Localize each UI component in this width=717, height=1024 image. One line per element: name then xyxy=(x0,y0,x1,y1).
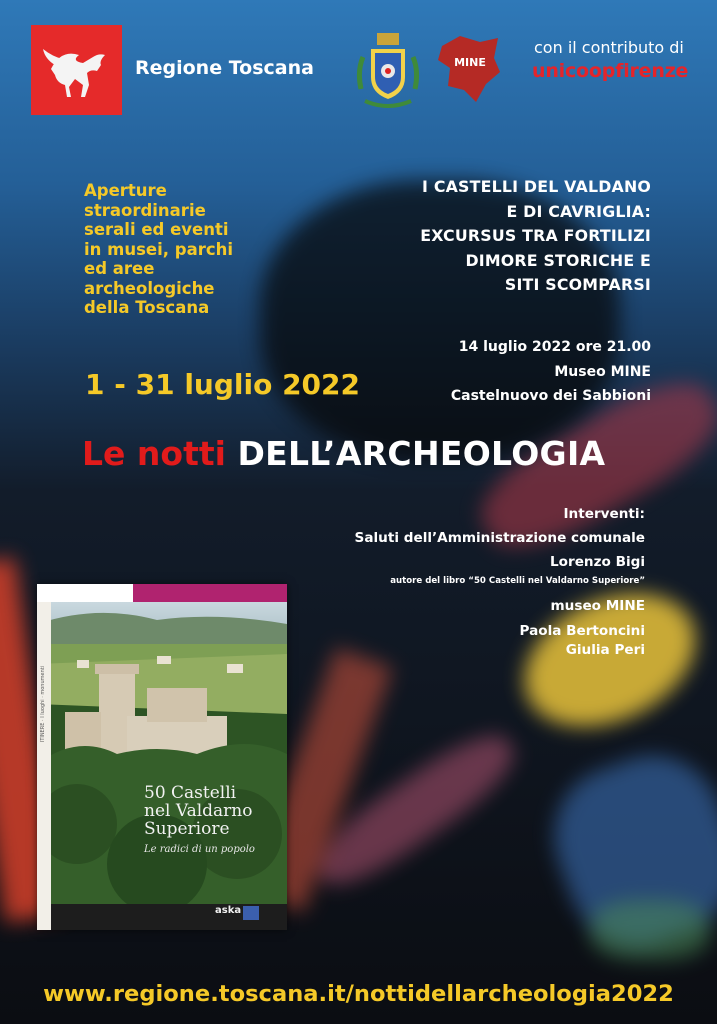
intro-line: straordinarie xyxy=(84,200,206,220)
event-title xyxy=(361,175,651,298)
speakers-list xyxy=(225,502,645,660)
speakers-heading: Interventi: xyxy=(563,506,645,522)
festival-title-white: DELL’ARCHEOLOGIA xyxy=(237,434,606,473)
pegasus-logo-icon xyxy=(41,39,113,101)
municipal-crest-icon xyxy=(355,27,421,109)
region-name: Regione Toscana xyxy=(135,57,314,79)
event-title-line: I CASTELLI DEL VALDANO xyxy=(422,177,651,196)
book-title-line: 50 Castelli xyxy=(144,783,237,803)
event-place: Castelnuovo dei Sabbioni xyxy=(450,388,651,404)
speaker-name: Paola Bertoncini xyxy=(519,623,645,639)
event-venue: Museo MINE xyxy=(554,363,651,380)
intro-line: archeologiche xyxy=(84,278,215,298)
event-title-line: DIMORE STORICHE E xyxy=(465,250,651,270)
event-title-line: SITI SCOMPARSI xyxy=(504,275,651,294)
book-title-line: Superiore xyxy=(144,819,230,839)
festival-dates: 1 - 31 luglio 2022 xyxy=(85,368,360,401)
event-details xyxy=(391,335,651,409)
region-logo[interactable] xyxy=(31,25,122,115)
intro-line: serali ed eventi xyxy=(84,220,229,239)
book-spine-text: ITINERE · I luoghi · monumenti xyxy=(40,665,46,743)
svg-text:MINE: MINE xyxy=(454,56,486,69)
sponsor-line: con il contributo di xyxy=(534,38,684,57)
sponsor-brand[interactable]: unicoopfirenze xyxy=(532,60,689,82)
book-publisher: aska xyxy=(215,905,242,916)
book-cover[interactable] xyxy=(37,584,287,930)
book-subtitle: Le radici di un popolo xyxy=(144,844,255,855)
speaker-line: Saluti dell’Amministrazione comunale xyxy=(354,530,645,546)
event-title-line: E DI CAVRIGLIA: xyxy=(506,201,651,221)
book-title-line: nel Valdarno xyxy=(144,801,253,821)
event-datetime: 14 luglio 2022 ore 21.00 xyxy=(458,339,651,355)
mine-museum-logo-icon xyxy=(436,32,502,104)
intro-line: in musei, parchi xyxy=(84,239,234,259)
book-cover-art xyxy=(37,584,287,930)
website-link[interactable]: www.regione.toscana.it/nottidellarcheologia2022 xyxy=(43,981,674,1007)
book-crest-icon xyxy=(243,906,259,920)
festival-title xyxy=(82,434,605,473)
speaker-museum: museo MINE xyxy=(550,598,645,614)
speaker-name: Giulia Peri xyxy=(565,642,645,658)
event-title-line: EXCURSUS TRA FORTILIZI xyxy=(420,226,651,245)
intro-text xyxy=(84,181,284,318)
intro-line: ed aree xyxy=(84,259,155,278)
paint-stroke-green xyxy=(590,900,710,960)
intro-line: Aperture xyxy=(84,181,167,200)
author-note: autore del libro “50 Castelli nel Valdarno Superiore” xyxy=(390,576,645,586)
speaker-line: Lorenzo Bigi xyxy=(550,554,645,570)
intro-line: della Toscana xyxy=(84,298,210,317)
festival-title-red: Le notti xyxy=(82,434,226,473)
